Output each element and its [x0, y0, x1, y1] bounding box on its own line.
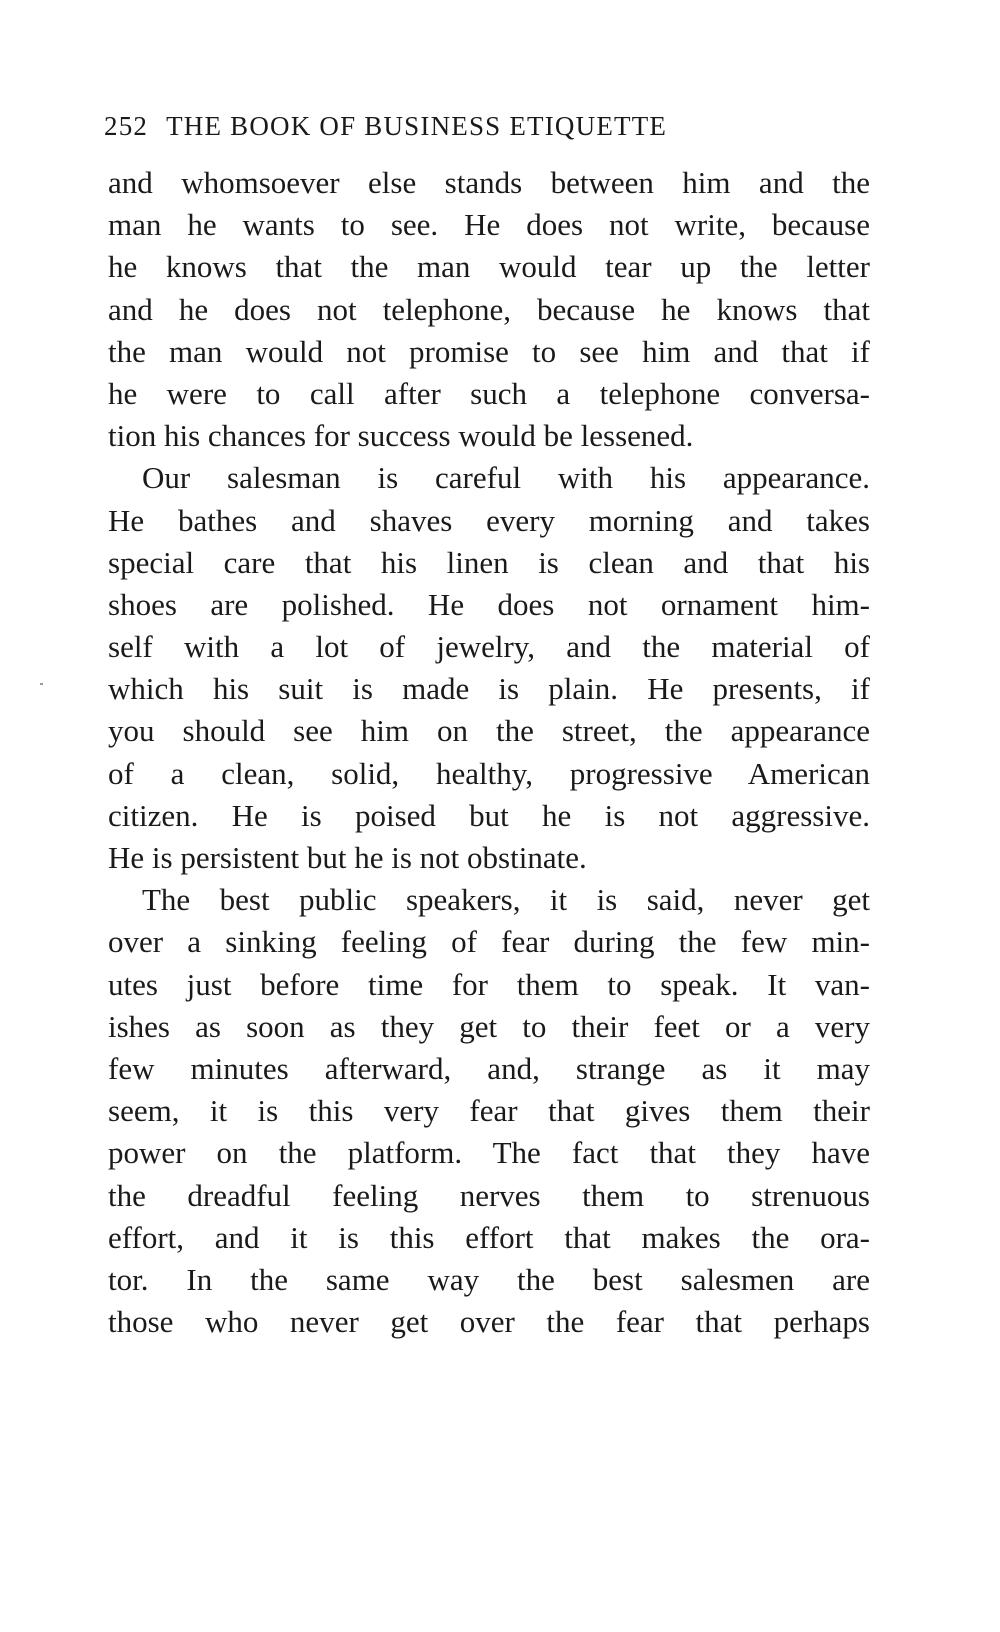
text-line: special care that his linen is clean and that his — [108, 544, 870, 580]
text-line: power on the platform. The fact that they have — [108, 1135, 870, 1171]
text-line: he were to call after such a telephone conversa- — [108, 375, 870, 411]
running-head — [104, 108, 894, 144]
paragraph-first-line: The best public speakers, it is said, never get — [142, 882, 870, 918]
text-line: which his suit is made is plain. He presents, if — [108, 671, 870, 707]
paragraph-first-line: Our salesman is careful with his appearance. — [142, 460, 870, 496]
page-number: 252 — [104, 111, 149, 141]
text-line: ishes as soon as they get to their feet or a very — [108, 1008, 870, 1044]
text-line: shoes are polished. He does not ornament him- — [108, 586, 870, 622]
text-line: tion his chances for success would be lessened. — [108, 418, 694, 454]
text-line: He bathes and shaves every morning and takes — [108, 502, 870, 538]
text-line: and whomsoever else stands between him and the — [108, 165, 870, 200]
text-line: man he wants to see. He does not write, because — [108, 207, 870, 243]
stray-ink-mark — [40, 683, 43, 685]
text-line: the man would not promise to see him and that if — [108, 333, 870, 369]
text-line: those who never get over the fear that perhaps — [108, 1304, 870, 1340]
text-line: seem, it is this very fear that gives them their — [108, 1093, 870, 1129]
body-text — [108, 162, 870, 1343]
text-line: He is persistent but he is not obstinate. — [108, 840, 587, 875]
text-line: self with a lot of jewelry, and the material of — [108, 629, 870, 665]
text-line: the dreadful feeling nerves them to strenuous — [108, 1177, 870, 1213]
text-line: he knows that the man would tear up the letter — [108, 249, 870, 285]
text-line: utes just before time for them to speak. It van- — [108, 966, 870, 1002]
text-line: few minutes afterward, and, strange as it may — [108, 1050, 870, 1086]
text-line: effort, and it is this effort that makes the ora- — [108, 1219, 870, 1255]
text-line: citizen. He is poised but he is not aggressive. — [108, 797, 870, 833]
text-line: and he does not telephone, because he knows that — [108, 291, 870, 327]
running-title: THE BOOK OF BUSINESS ETIQUETTE — [166, 111, 668, 141]
text-line: over a sinking feeling of fear during the few min- — [108, 924, 870, 960]
text-line: tor. In the same way the best salesmen are — [108, 1261, 870, 1297]
text-line: of a clean, solid, healthy, progressive American — [108, 755, 870, 791]
text-line: you should see him on the street, the appearance — [108, 713, 870, 749]
